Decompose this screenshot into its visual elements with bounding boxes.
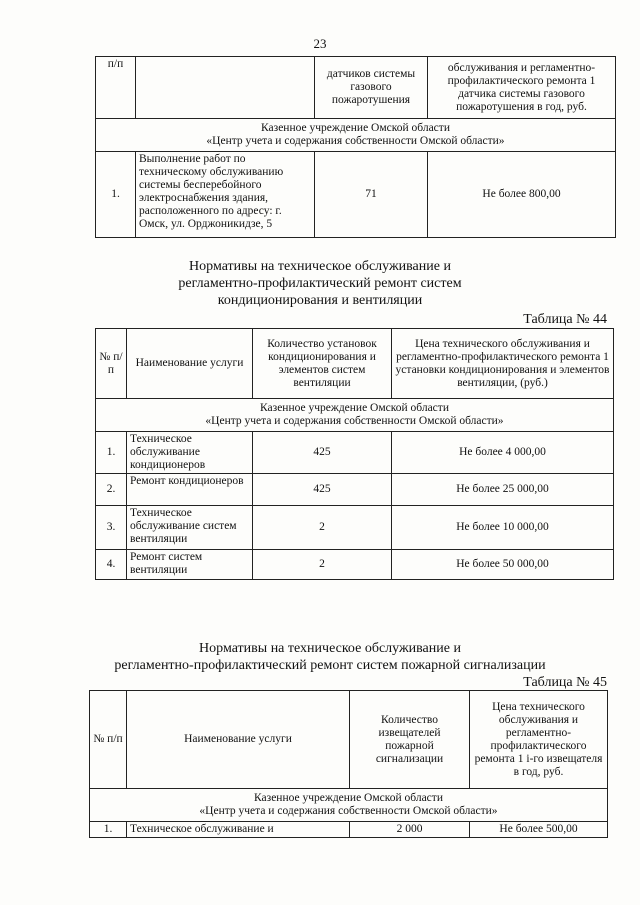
table-43-continuation (95, 56, 616, 238)
org-cell (96, 399, 614, 432)
table-row (96, 550, 614, 580)
row-name: Техническое обслуживание и (127, 822, 350, 838)
header-name (136, 57, 315, 119)
row-service: Выполнение работ по техническому обслуживанию системы бесперебойного электроснабжения здания, расположенного по адресу: г. Омск, ул. Орджоникидзе, 5 (136, 152, 315, 238)
table-45 (89, 690, 608, 838)
row-price: Не более 800,00 (428, 152, 616, 238)
title-line: Нормативы на техническое обслуживание и (199, 641, 461, 656)
table-header-row (96, 57, 616, 119)
table-row (96, 506, 614, 550)
row-qty: 425 (253, 474, 392, 506)
table-45-label: Таблица № 45 (523, 675, 607, 690)
row-qty: 425 (253, 432, 392, 474)
table-header-row (90, 691, 608, 789)
org-row (96, 119, 616, 152)
table-44-label: Таблица № 44 (523, 312, 607, 327)
title-line: регламентно-профилактический ремонт систем пожарной сигнализации (114, 658, 546, 673)
row-qty: 2 (253, 550, 392, 580)
table-row (90, 822, 608, 838)
section-44-title (60, 258, 580, 309)
org-line2: «Центр учета и содержания собственности Омской области» (199, 805, 498, 817)
table-row (96, 474, 614, 506)
org-cell (90, 789, 608, 822)
title-line: регламентно-профилактический ремонт систем (178, 276, 462, 291)
header-price: Цена технического обслуживания и регламентно-профилактического ремонта 1 установки кондиционирования и элементов вентиляции, (руб.) (392, 329, 614, 399)
table-row (96, 152, 616, 238)
row-num: 1. (96, 432, 127, 474)
row-name: Техническое обслуживание систем вентиляции (127, 506, 253, 550)
row-price: Не более 50 000,00 (392, 550, 614, 580)
row-num: 1. (96, 152, 136, 238)
header-qty: Количество установок кондиционирования и элементов систем вентиляции (253, 329, 392, 399)
row-price: Не более 500,00 (470, 822, 608, 838)
row-num: 4. (96, 550, 127, 580)
row-num: 1. (90, 822, 127, 838)
title-line: кондиционирования и вентиляции (217, 293, 423, 308)
header-num: п/п (96, 57, 136, 119)
row-num: 3. (96, 506, 127, 550)
row-price: Не более 4 000,00 (392, 432, 614, 474)
row-name: Техническое обслуживание кондиционеров (127, 432, 253, 474)
row-qty: 2 000 (350, 822, 470, 838)
org-row (90, 789, 608, 822)
header-qty: Количество извещателей пожарной сигнализации (350, 691, 470, 789)
header-name: Наименование услуги (127, 691, 350, 789)
row-name: Ремонт систем вентиляции (127, 550, 253, 580)
org-line1: Казенное учреждение Омской области (260, 402, 449, 414)
row-num: 2. (96, 474, 127, 506)
row-name: Ремонт кондиционеров (127, 474, 253, 506)
header-price: обслуживания и регламентно-профилактического ремонта 1 датчика системы газового пожаротушения в год, руб. (428, 57, 616, 119)
section-45-title (60, 640, 600, 674)
row-qty: 71 (315, 152, 428, 238)
org-cell (96, 119, 616, 152)
org-line1: Казенное учреждение Омской области (261, 122, 450, 134)
table-row (96, 432, 614, 474)
org-line1: Казенное учреждение Омской области (254, 792, 443, 804)
header-num: № п/п (96, 329, 127, 399)
header-num: № п/п (90, 691, 127, 789)
title-line: Нормативы на техническое обслуживание и (189, 259, 451, 274)
header-price: Цена технического обслуживания и регламентно-профилактического ремонта 1 i-го извещателя в год, руб. (470, 691, 608, 789)
org-line2: «Центр учета и содержания собственности Омской области» (205, 415, 504, 427)
header-qty: датчиков системы газового пожаротушения (315, 57, 428, 119)
header-name: Наименование услуги (127, 329, 253, 399)
org-line2: «Центр учета и содержания собственности Омской области» (206, 135, 505, 147)
table-44 (95, 328, 614, 580)
row-price: Не более 25 000,00 (392, 474, 614, 506)
org-row (96, 399, 614, 432)
row-qty: 2 (253, 506, 392, 550)
page-number: 23 (313, 36, 327, 51)
row-price: Не более 10 000,00 (392, 506, 614, 550)
table-header-row (96, 329, 614, 399)
